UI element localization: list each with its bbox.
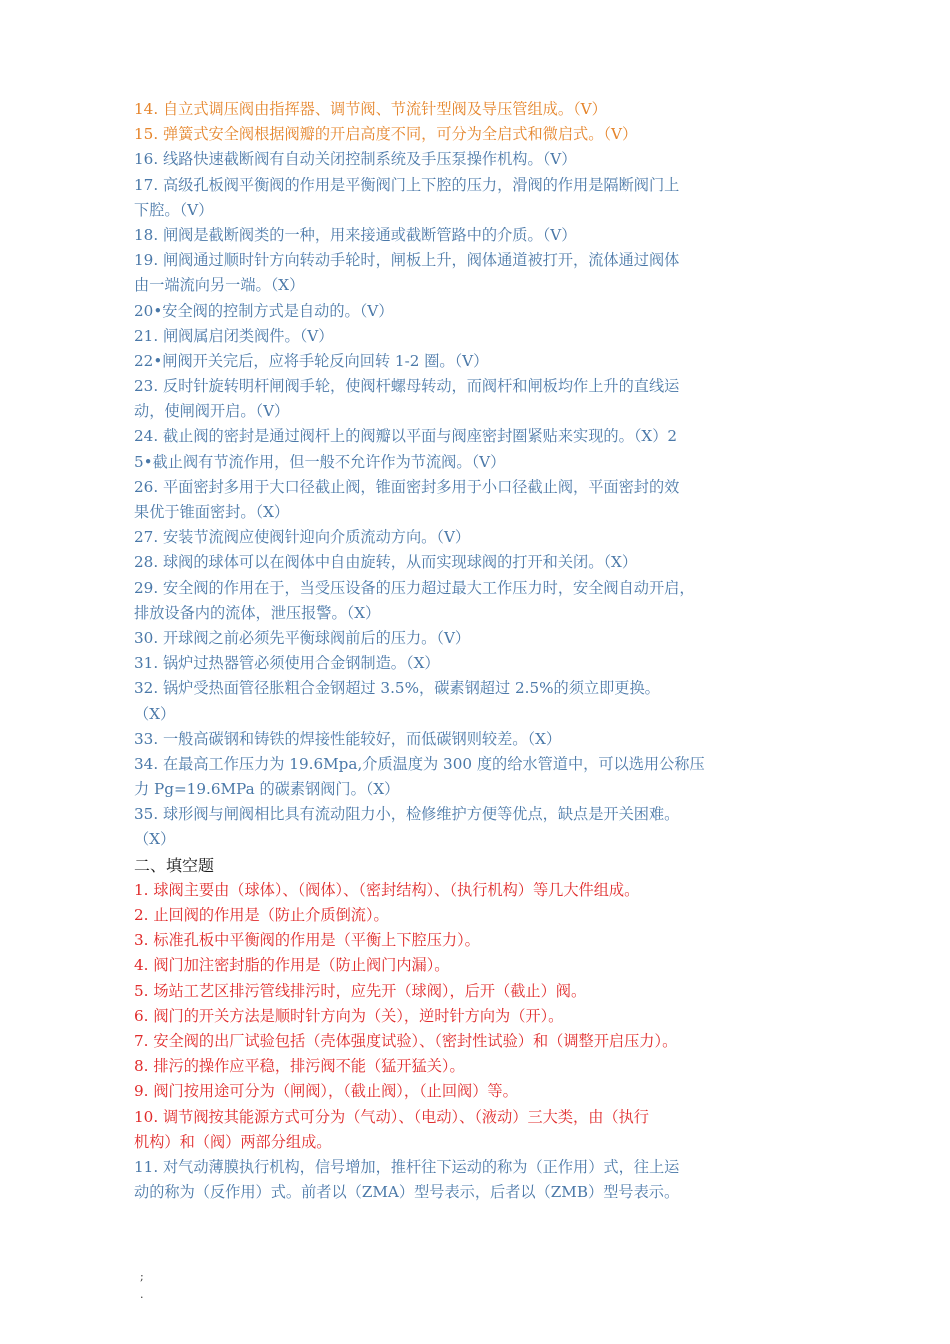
text-line: 动，使闸阀开启。（V）	[134, 402, 290, 421]
text-line: 由一端流向另一端。（X）	[134, 276, 305, 295]
text-line: 10. 调节阀按其能源方式可分为（气动）、（电动）、（液动）三大类，由（执行	[134, 1107, 649, 1126]
section-heading: 二、填空题	[134, 855, 215, 875]
text-line: 11. 对气动薄膜执行机构，信号增加，推杆往下运动的称为（正作用）式，往上运	[134, 1157, 680, 1176]
text-line: 16. 线路快速截断阀有自动关闭控制系统及手压泵操作机构。（V）	[134, 150, 577, 169]
text-line: 5. 场站工艺区排污管线排污时，应先开（球阀），后开（截止）阀。	[134, 981, 587, 1000]
text-line: 机构）和（阀）两部分组成。	[134, 1132, 332, 1151]
text-line: 26. 平面密封多用于大口径截止阀，锥面密封多用于小口径截止阀，平面密封的效	[134, 477, 680, 496]
text-line: 6. 阀门的开关方法是顺时针方向为（关），逆时针方向为（开）。	[134, 1006, 564, 1025]
text-line: （X）	[134, 830, 176, 849]
text-line: 15. 弹簧式安全阀根据阀瓣的开启高度不同，可分为全启式和微启式。（V）	[134, 125, 638, 144]
text-line: 31. 锅炉过热器管必须使用合金钢制造。（X）	[134, 654, 440, 673]
text-line: 18. 闸阀是截断阀类的一种，用来接通或截断管路中的介质。（V）	[134, 225, 577, 244]
footer-mark-semicolon: ;	[140, 1270, 144, 1283]
text-line: 2. 止回阀的作用是（防止介质倒流）。	[134, 906, 389, 924]
text-line: 21. 闸阀属启闭类阀件。（V）	[134, 326, 334, 345]
text-line: 20•安全阀的控制方式是自动的。（V）	[134, 301, 394, 320]
text-line: 1. 球阀主要由（球体）、（阀体）、（密封结构）、（执行机构）等几大件组成。	[134, 880, 640, 899]
text-line: （X）	[134, 704, 176, 723]
text-line: 7. 安全阀的出厂试验包括（壳体强度试验）、（密封性试验）和（调整开启压力）。	[134, 1031, 678, 1050]
text-line: 力 Pg=19.6MPa 的碳素钢阀门。（X）	[134, 780, 400, 799]
text-line: 3. 标准孔板中平衡阀的作用是（平衡上下腔压力）。	[134, 931, 480, 950]
text-line: 23. 反时针旋转明杆闸阀手轮，使阀杆螺母转动，而阀杆和闸板均作上升的直线运	[134, 377, 680, 396]
text-line: 19. 闸阀通过顺时针方向转动手轮时，闸板上升，阀体通道被打开，流体通过阀体	[134, 251, 680, 270]
text-line: 34. 在最高工作压力为 19.6Mpa,介质温度为 300 度的给水管道中，可以选用公称压	[134, 754, 705, 773]
text-line: 排放设备内的流体，泄压报警。（X）	[134, 603, 381, 622]
page-footer	[140, 1268, 144, 1304]
document-body	[134, 97, 846, 1205]
text-line: 17. 高级孔板阀平衡阀的作用是平衡阀门上下腔的压力，滑阀的作用是隔断阀门上	[134, 175, 680, 194]
text-line: 9. 阀门按用途可分为（闸阀），（截止阀），（止回阀）等。	[134, 1082, 518, 1101]
text-line: 果优于锥面密封。（X）	[134, 503, 290, 521]
text-line: 33. 一般高碳钢和铸铁的焊接性能较好，而低碳钢则较差。（X）	[134, 729, 562, 748]
text-line: 27. 安装节流阀应使阀针迎向介质流动方向。（V）	[134, 528, 471, 547]
text-line: 29. 安全阀的作用在于，当受压设备的压力超过最大工作压力时，安全阀自动开启，	[134, 578, 695, 597]
text-line: 动的称为（反作用）式。前者以（ZMA）型号表示，后者以（ZMB）型号表示。	[134, 1183, 680, 1202]
text-line: 8. 排污的操作应平稳，排污阀不能（猛开猛关）。	[134, 1057, 465, 1076]
text-line: 14. 自立式调压阀由指挥器、调节阀、节流针型阀及导压管组成。（V）	[134, 100, 607, 118]
text-line: 4. 阀门加注密封脂的作用是（防止阀门内漏）。	[134, 956, 450, 975]
text-line: 30. 开球阀之前必须先平衡球阀前后的压力。（V）	[134, 628, 471, 647]
footer-mark-period: .	[140, 1288, 144, 1301]
text-line: 28. 球阀的球体可以在阀体中自由旋转，从而实现球阀的打开和关闭。（X）	[134, 553, 638, 572]
text-line: 32. 锅炉受热面管径胀粗合金钢超过 3.5%，碳素钢超过 2.5%的须立即更换。	[134, 679, 660, 698]
text-line: 下腔。（V）	[134, 200, 214, 219]
text-line: 35. 球形阀与闸阀相比具有流动阻力小，检修维护方便等优点，缺点是开关困难。	[134, 805, 680, 824]
text-line: 22•闸阀开关完后，应将手轮反向回转 1-2 圈。（V）	[134, 351, 489, 370]
text-line: 24. 截止阀的密封是通过阀杆上的阀瓣以平面与阀座密封圈紧贴来实现的。（X）2	[134, 427, 678, 446]
text-line: 5•截止阀有节流作用，但一般不允许作为节流阀。（V）	[134, 452, 506, 471]
